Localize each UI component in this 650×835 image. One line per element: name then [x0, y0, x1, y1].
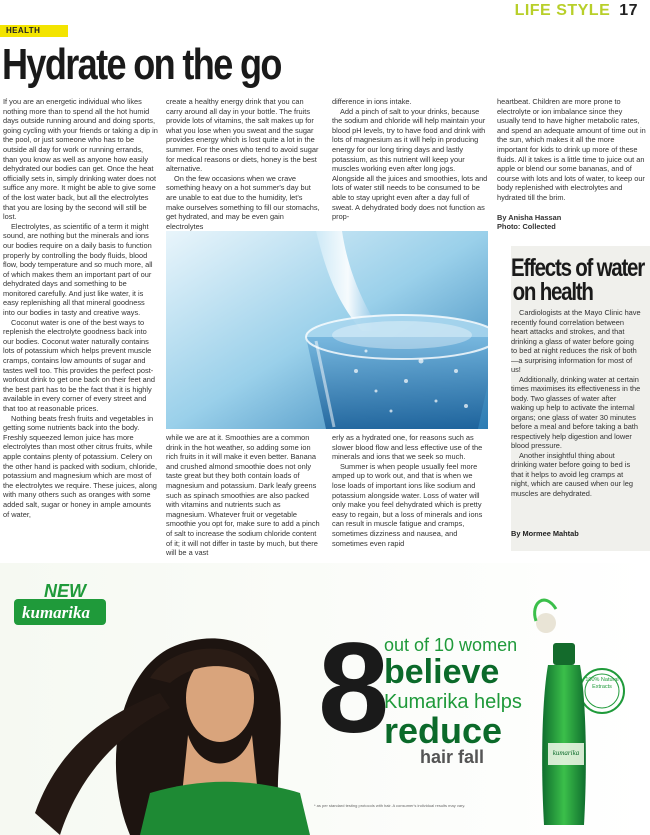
ad-line-2: believe	[384, 653, 500, 691]
big-number: 8	[318, 617, 386, 760]
ad-line-3: Kumarika helps	[384, 691, 522, 713]
ad-line-1: out of 10 women	[384, 635, 518, 655]
water-glass-photo	[166, 231, 488, 429]
article-column-3-bottom	[332, 433, 488, 548]
paragraph: difference in ions intake.	[332, 97, 412, 106]
paragraph: erly as a hydrated one, for reasons such as slower blood flow and less effective use of the minerals and ions that we seek so much.	[332, 433, 483, 462]
section-tag: HEALTH	[0, 25, 68, 37]
article-column-1	[3, 97, 158, 519]
brand-name: kumarika	[22, 603, 91, 622]
sidebar-box	[511, 246, 650, 551]
page-number: 17	[619, 2, 638, 19]
article-column-2-top	[166, 97, 321, 231]
paragraph: Another insightful thing about drinking water before going to bed is that it helps to avoid leg cramps at night, which are caused when our leg muscles are dehydrated.	[511, 450, 634, 498]
paragraph: On the few occasions when we crave something heavy on a hot summer's day but are unable to eat due to the humidity, let's make ourselves something to fill our stomachs, get hydrated, and may be even gain electrolytes	[166, 173, 320, 231]
paragraph: Add a pinch of salt to your drinks, because the sodium and chloride will help maintain your blood pH levels, try to have food and drink with lots of magnesium as it will help in producing energy for our long tiring days and lastly potassium, as this nutrient will keep your muscles working even after long jogs. Alongside all the juices and smoothies, lots and lots of water still needs to be consumed to be able to stay upright even after a day full of sweat. A dehydrated body does not function as prop-	[332, 106, 488, 222]
kumarika-advertisement	[0, 563, 650, 835]
article-column-4	[497, 97, 647, 232]
bottle-label: kumarika	[552, 749, 580, 757]
paragraph: Electrolytes, as scientific of a term it might sound, are nothing but the minerals and ions our bodies require on a daily basis to function properly by controlling the body fluids, blood flow, body temperature and so much more, all of which makes them an important part of our dehydrated days and something to be monitored carefully. And just like water, it is easy replenishing all that mineral goodness into our bodies in tasty and creative ways.	[3, 221, 153, 318]
paragraph: If you are an energetic individual who likes nothing more than to spend all the hot humid days outside running around and doing sports, going cycling with your friends or taking a dip in the pool, or just someone who has to be outside all day for work or running errands, than you know as well as anyone how easily dehydrated our bodies can get. Once the heat officially sets in, simply drinking water does not suffice any more. It might be able to give some of the lost water back, but all the electrolytes that you are losing by the second will still be lost.	[3, 97, 158, 222]
ad-disclaimer: * as per standard testing protocols with hair. A consumer's individual results may vary.	[314, 803, 466, 808]
paragraph: create a healthy energy drink that you can carry around all day in your bottle. The fruits provide lots of vitamins, the salt makes up for what you lose when you sweat and the sugar provides energy which is lost quite a lot in the summer. For the ones who tend to avoid sugar for medical reasons or diets, honey is the best alternative.	[166, 97, 319, 174]
photo-credit: Photo: Collected	[497, 222, 556, 232]
ad-line-5: hair fall	[420, 747, 485, 767]
paragraph: Cardiologists at the Mayo Clinic have recently found correlation between heart attacks and strokes, and that drinking a glass of water before going to bed at night reduces the risk of both—a surprising information for most of us!	[511, 308, 641, 374]
paragraph: Summer is when people usually feel more amped up to work out, and that is when we lose loads of important ions like sodium and potassium alongside water. Loss of water will only make you feel dehydrated which is pretty easy to regain, but a loss of minerals and ions can result in muscle fatigue and cramps, sometimes dizziness and nausea, and sometimes even rapid	[332, 461, 483, 548]
paragraph: Additionally, drinking water at certain times maximises its effectiveness in the body. Two glasses of water after waking up help to activate the internal organs; one glass of water 30 minutes before a meal and before taking a bath respectively help digestion and lower blood pressure.	[511, 374, 641, 450]
article-byline: By Anisha Hassan	[497, 212, 562, 222]
paragraph: Nothing beats fresh fruits and vegetables in getting some nutrients back into the body. Freshly squeezed lemon juice has more electrolytes than most other citrus fruits, while apple contains plenty of potassium. Celery on the other hand is packed with sodium, chloride, potassium and magnesium which are most of the electrolytes we require. These juices, along with many others such as oranges with some added salt, sugar or honey in ample amounts of water,	[3, 413, 158, 519]
natural-extracts-seal: 100% Natural Extracts	[585, 677, 619, 690]
paragraph: Coconut water is one of the best ways to replenish the electrolyte goodness back into our bodies. Coconut water naturally contains lots of potassium which helps prevent muscle cramps, contains low amounts of sugar and tastes well too. This provides the perfect post-workout drink to get one back on their feet and the best part has to be the fact that it is highly available in every corner of every street and that too at reasonable prices.	[3, 317, 156, 413]
sidebar-title: Effects of water on health	[511, 254, 644, 306]
paragraph: heartbeat. Children are more prone to electrolyte or ion imbalance since they usually tend to have higher metabolic rates, and spend an adequate amount of time out in the sun, which makes it all the more important for kids to drink up more of these fluids. All it takes is a little time to juice out an apple or blend our some bananas, and of course with lots and lots of water, to keep our body replenished with electrolytes and hydrated till the brim.	[497, 97, 646, 202]
paragraph: while we are at it. Smoothies are a common drink in the hot weather, so adding some ion rich fruits in it will make it even better. Banana and crushed almond smoothie does not only taste great but they both contain loads of magnesium and potassium. Dark leafy greens such as spinach smoothies are also packed with vitamins and nutrients such as magnesium. Whatever fruit or vegetable smoothie you opt for, make sure to add a pinch of salt to increase the sodium chloride content of it; it will not differ in taste by much, but there will be a vast	[166, 433, 320, 558]
water-glass-illustration	[166, 231, 488, 429]
headline: Hydrate on the go	[2, 40, 281, 89]
masthead-style: STYLE	[556, 2, 611, 19]
new-label: NEW	[44, 581, 86, 601]
sidebar-byline: By Mormee Mahtab	[511, 529, 579, 538]
sidebar-body	[511, 308, 641, 498]
masthead-life: LIFE	[514, 2, 552, 19]
article-column-3-top	[332, 97, 488, 222]
ad-line-4: reduce	[384, 710, 503, 751]
masthead	[515, 2, 638, 20]
article-column-2-bottom	[166, 433, 321, 558]
